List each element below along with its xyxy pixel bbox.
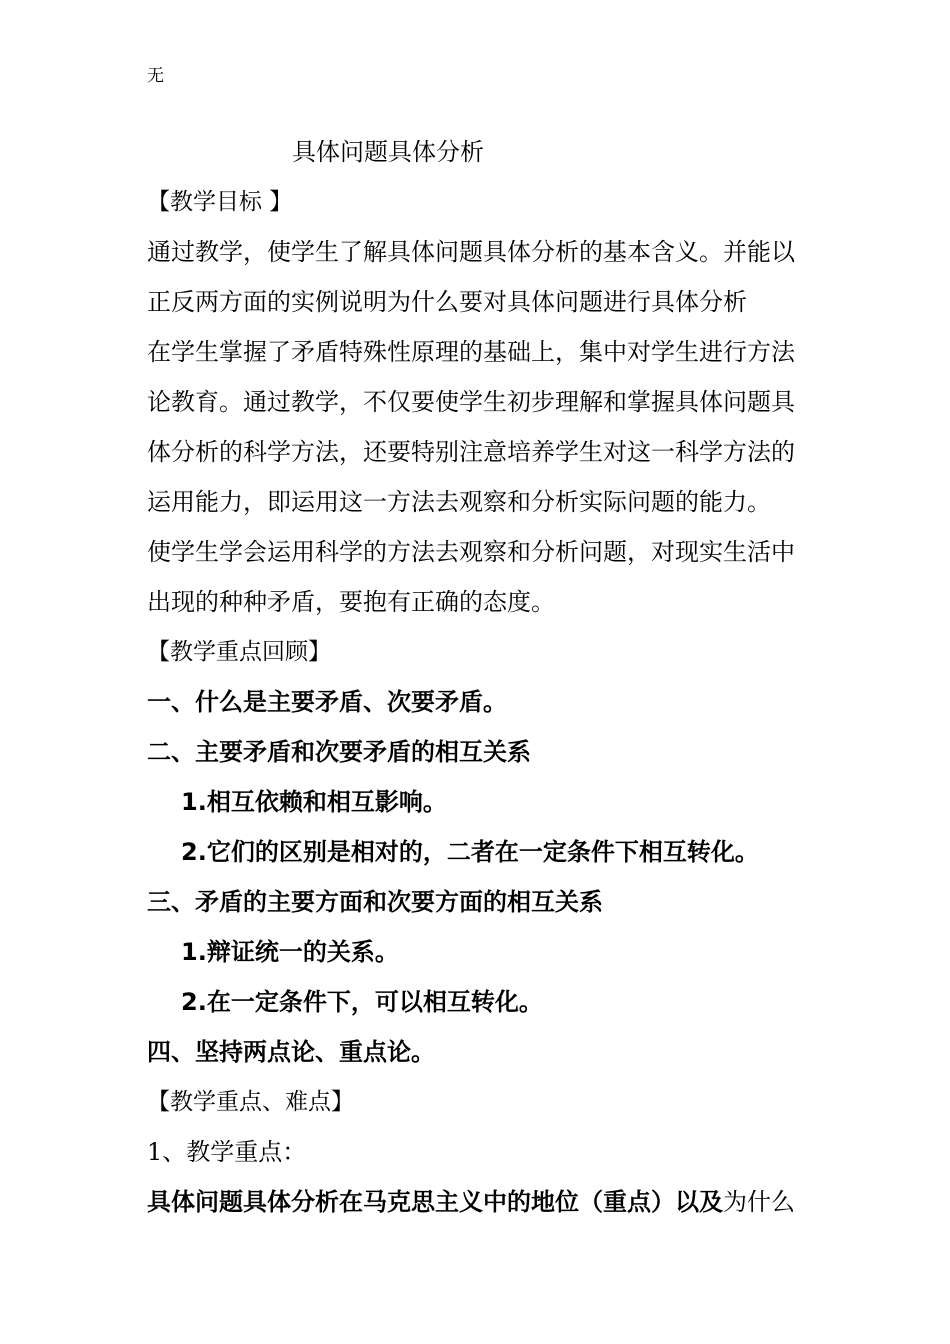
keypoint-label: 1、教学重点： [147,1138,307,1166]
objectives-line: 通过教学，使学生了解具体问题具体分析的基本含义。并能以 [147,238,795,266]
review-subitem: 2.在一定条件下，可以相互转化。 [181,988,543,1016]
document-body [147,127,847,1227]
objectives-line: 运用能力，即运用这一方法去观察和分析实际问题的能力。 [147,488,771,516]
review-subitem: 2.它们的区别是相对的，二者在一定条件下相互转化。 [181,838,759,866]
header-mark: 无 [147,66,164,86]
keypoints-heading: 【教学重点、难点】 [147,1089,354,1115]
review-item: 二、主要矛盾和次要矛盾的相互关系 [147,738,531,766]
objectives-line: 使学生学会运用科学的方法去观察和分析问题，对现实生活中 [147,538,795,566]
review-heading: 【教学重点回顾】 [147,639,331,665]
review-list [147,677,847,1077]
document-title: 具体问题具体分析 [292,138,484,166]
objectives-line: 在学生掌握了矛盾特殊性原理的基础上，集中对学生进行方法 [147,338,795,366]
keypoint-text-bold: 具体问题具体分析在马克思主义中的地位（重点）以及 [147,1188,723,1216]
objectives-line: 体分析的科学方法，还要特别注意培养学生对这一科学方法的 [147,438,795,466]
objectives-line: 正反两方面的实例说明为什么要对具体问题进行具体分析 [147,288,747,316]
review-item: 一、什么是主要矛盾、次要矛盾。 [147,688,507,716]
keypoint-text [147,1177,847,1227]
review-item: 四、坚持两点论、重点论。 [147,1038,435,1066]
review-item: 三、矛盾的主要方面和次要方面的相互关系 [147,888,603,916]
objectives-line: 出现的种种矛盾，要抱有正确的态度。 [147,588,555,616]
objectives-line: 论教育。通过教学，不仅要使学生初步理解和掌握具体问题具 [147,388,795,416]
keypoint-text-normal: 为什么 [723,1188,795,1216]
review-subitem: 1.相互依赖和相互影响。 [181,788,447,816]
review-subitem: 1.辩证统一的关系。 [181,938,399,966]
objectives-heading: 【教学目标 】 [147,189,293,215]
objectives-paragraph [147,227,847,627]
